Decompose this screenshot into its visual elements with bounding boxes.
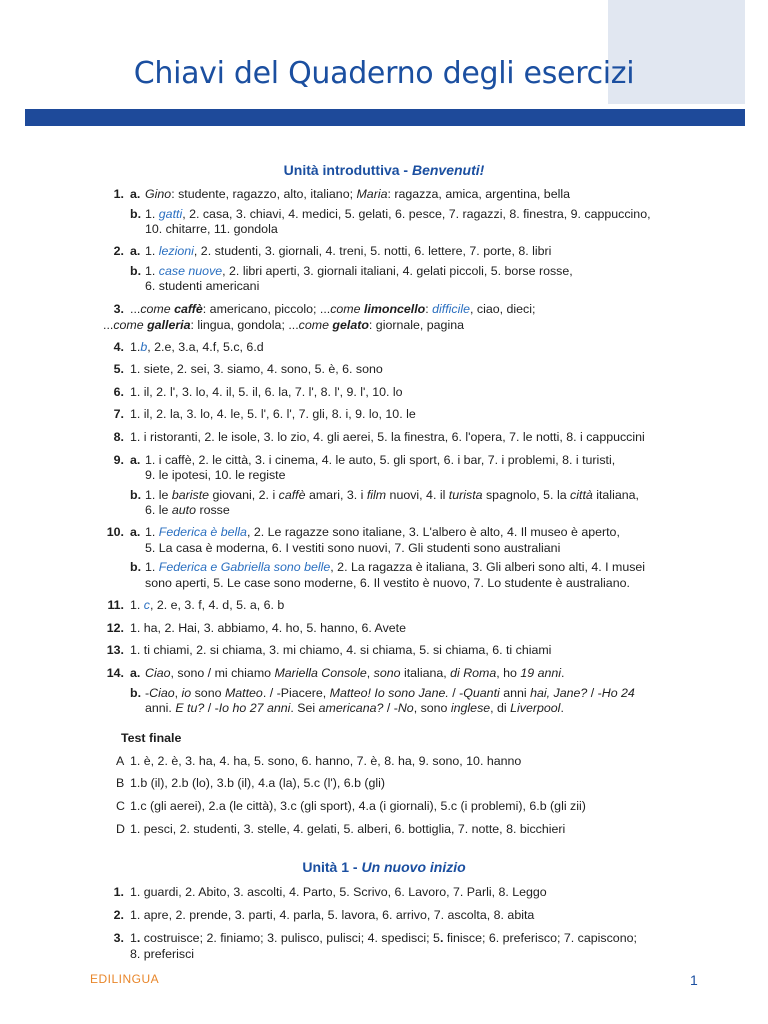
ex-number: 2. — [113, 908, 124, 922]
ex-number: 1. — [113, 187, 124, 201]
answer-line: 1. apre, 2. prende, 3. parti, 4. parla, 5. lavora, 6. arrivo, 7. ascolta, 8. abita — [130, 908, 535, 922]
ex-number: 2. — [113, 244, 124, 258]
test-letter: A — [116, 754, 125, 768]
ex-number: 12. — [106, 621, 124, 635]
page-number: 1 — [690, 972, 698, 988]
answer-line: 1. siete, 2. sei, 3. siamo, 4. sono, 5. è, 6. sono — [130, 362, 383, 376]
ex-number: 6. — [113, 385, 124, 399]
sub-letter: a. — [130, 453, 141, 467]
sub-letter: a. — [130, 244, 141, 258]
ex-number: 8. — [113, 430, 124, 444]
ex-number: 4. — [113, 340, 124, 354]
ex-number: 3. — [113, 931, 124, 945]
publisher-logo: EDILINGUA — [90, 972, 160, 986]
answer-line: 1. è, 2. è, 3. ha, 4. ha, 5. sono, 6. hanno, 7. è, 8. ha, 9. sono, 10. hanno — [130, 754, 522, 768]
sub-letter: b. — [130, 686, 142, 700]
answer-line: 6. le auto rosse — [145, 503, 230, 517]
answer-line: ...come caffè: americano, piccolo; ...come limoncello: difficile, ciao, dieci; — [130, 302, 536, 316]
answer-line: 1. ha, 2. Hai, 3. abbiamo, 4. ho, 5. hanno, 6. Avete — [130, 621, 406, 635]
answer-line: Gino: studente, ragazzo, alto, italiano; Maria: ragazza, amica, argentina, bella — [145, 187, 570, 201]
answer-line: sono aperti, 5. Le case sono moderne, 6. Il vestito è nuovo, 7. Lo studente è australiano. — [145, 576, 630, 590]
page-title: Chiavi del Quaderno degli esercizi — [133, 56, 635, 91]
answer-line: 6. studenti americani — [145, 279, 260, 293]
answer-line: anni. E tu? / -Io ho 27 anni. Sei americana? / -No, sono inglese, di Liverpool. — [145, 701, 564, 715]
sub-letter: b. — [130, 560, 142, 574]
answer-line: 1. Federica è bella, 2. Le ragazze sono italiane, 3. L'albero è alto, 4. Il museo è aperto, — [145, 525, 620, 539]
answer-line: 8. preferisci — [130, 947, 195, 961]
test-finale-heading: Test finale — [121, 731, 182, 745]
ex-number: 13. — [106, 643, 124, 657]
answer-line: 1. il, 2. la, 3. lo, 4. le, 5. l', 6. l', 7. gli, 8. i, 9. lo, 10. le — [130, 407, 416, 421]
test-letter: C — [116, 799, 125, 813]
answer-line: 1.b (il), 2.b (lo), 3.b (il), 4.a (la), 5.c (l'), 6.b (gli) — [130, 776, 386, 790]
answer-line: 1. i ristoranti, 2. le isole, 3. lo zio, 4. gli aerei, 5. la finestra, 6. l'opera, 7. le notti, 8. i cappuccini — [130, 430, 645, 444]
sub-letter: b. — [130, 264, 142, 278]
answer-line: 1. c, 2. e, 3. f, 4. d, 5. a, 6. b — [130, 598, 285, 612]
answer-line: 1. costruisce; 2. finiamo; 3. pulisco, pulisci; 4. spedisci; 5. finisce; 6. preferisco; 7. capiscono; — [130, 931, 637, 945]
unit1-heading: Unità 1 - Un nuovo inizio — [302, 859, 466, 875]
sub-letter: b. — [130, 207, 142, 221]
answer-line: 1. lezioni, 2. studenti, 3. giornali, 4. treni, 5. notti, 6. lettere, 7. porte, 8. libri — [145, 244, 552, 258]
sub-letter: a. — [130, 525, 141, 539]
test-letter: D — [116, 822, 125, 836]
ex-number: 11. — [107, 598, 124, 612]
answer-line: 1. case nuove, 2. libri aperti, 3. giornali italiani, 4. gelati piccoli, 5. borse rosse, — [145, 264, 573, 278]
ex-number: 5. — [113, 362, 124, 376]
sub-letter: a. — [130, 187, 141, 201]
ex-number: 1. — [113, 885, 124, 899]
answer-line: 1. i caffè, 2. le città, 3. i cinema, 4. le auto, 5. gli sport, 6. i bar, 7. i problemi, 8. i turisti, — [145, 453, 616, 467]
ex-number: 7. — [113, 407, 124, 421]
sub-letter: b. — [130, 488, 142, 502]
answer-line: 1. Federica e Gabriella sono belle, 2. La ragazza è italiana, 3. Gli alberi sono alti, 4. I musei — [145, 560, 646, 574]
answer-line: 1. ti chiami, 2. si chiama, 3. mi chiamo, 4. si chiama, 5. si chiama, 6. ti chiami — [130, 643, 552, 657]
answer-line: -Ciao, io sono Matteo. / -Piacere, Matteo! Io sono Jane. / -Quanti anni hai, Jane? / -Ho 24 — [145, 686, 635, 700]
test-letter: B — [116, 776, 125, 790]
sub-letter: a. — [130, 666, 141, 680]
answer-line: 9. le ipotesi, 10. le registe — [145, 468, 286, 482]
answer-line: 1. guardi, 2. Abito, 3. ascolti, 4. Parto, 5. Scrivo, 6. Lavoro, 7. Parli, 8. Leggo — [130, 885, 547, 899]
unit-intro-heading: Unità introduttiva - Benvenuti! — [283, 162, 485, 178]
answer-line: 1.b, 2.e, 3.a, 4.f, 5.c, 6.d — [130, 340, 264, 354]
ex-number: 10. — [106, 525, 124, 539]
ex-number: 14. — [106, 666, 124, 680]
ex-number: 9. — [113, 453, 124, 467]
answer-line: 1.c (gli aerei), 2.a (le città), 3.c (gli sport), 4.a (i giornali), 5.c (i problemi), 6.b (gli zii) — [130, 799, 586, 813]
title-bar — [25, 109, 745, 126]
answer-line: 1. gatti, 2. casa, 3. chiavi, 4. medici, 5. gelati, 6. pesce, 7. ragazzi, 8. finestra, 9. cappuccino, — [145, 207, 651, 221]
answer-line: 1. le bariste giovani, 2. i caffè amari, 3. i film nuovi, 4. il turista spagnolo, 5. la città italiana, — [145, 488, 639, 502]
ex-number: 3. — [113, 302, 124, 316]
answer-line: 1. il, 2. l', 3. lo, 4. il, 5. il, 6. la, 7. l', 8. l', 9. l', 10. lo — [130, 385, 403, 399]
answer-line: 1. pesci, 2. studenti, 3. stelle, 4. gelati, 5. alberi, 6. bottiglia, 7. notte, 8. bicchieri — [130, 822, 566, 836]
answer-line: 10. chitarre, 11. gondola — [145, 222, 278, 236]
answer-line: ...come galleria: lingua, gondola; ...come gelato: giornale, pagina — [103, 318, 464, 332]
answer-line: Ciao, sono / mi chiamo Mariella Console, sono italiana, di Roma, ho 19 anni. — [145, 666, 565, 680]
answer-line: 5. La casa è moderna, 6. I vestiti sono nuovi, 7. Gli studenti sono australiani — [145, 541, 561, 555]
